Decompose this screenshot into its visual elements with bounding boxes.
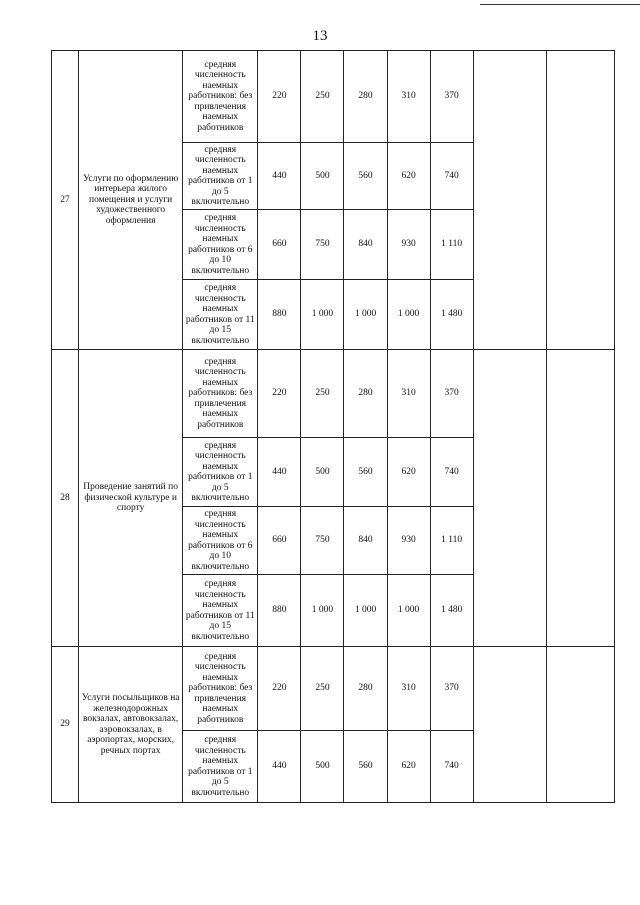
value-cell: 280 bbox=[344, 350, 387, 438]
value-cell: 560 bbox=[344, 438, 387, 507]
value-cell: 280 bbox=[344, 647, 387, 731]
value-cell: 750 bbox=[301, 507, 344, 575]
value-cell: 880 bbox=[258, 575, 301, 647]
empty-cell bbox=[473, 51, 546, 350]
value-cell: 740 bbox=[430, 438, 473, 507]
table-row bbox=[52, 51, 615, 143]
value-cell: 620 bbox=[387, 438, 430, 507]
employee-category: средняя численность наемных работников: без привлечения наемных работников bbox=[183, 51, 258, 143]
value-cell: 560 bbox=[344, 731, 387, 803]
value-cell: 250 bbox=[301, 51, 344, 143]
value-cell: 750 bbox=[301, 210, 344, 280]
value-cell: 930 bbox=[387, 507, 430, 575]
table-row bbox=[52, 647, 615, 731]
value-cell: 500 bbox=[301, 143, 344, 210]
row-number: 29 bbox=[52, 647, 79, 803]
employee-category: средняя численность наемных работников от 6 до 10 включительно bbox=[183, 507, 258, 575]
top-rule bbox=[480, 4, 640, 5]
value-cell: 500 bbox=[301, 731, 344, 803]
employee-category: средняя численность наемных работников от 11 до 15 включительно bbox=[183, 280, 258, 350]
table-body bbox=[52, 51, 615, 803]
page-number: 13 bbox=[312, 28, 328, 44]
value-cell: 740 bbox=[430, 143, 473, 210]
value-cell: 220 bbox=[258, 350, 301, 438]
service-name: Услуги посыльщиков на железнодорожных вокзалах, автовокзалах, аэровокзалах, в аэропортах, морских, речных портах bbox=[79, 647, 183, 803]
employee-category: средняя численность наемных работников от 1 до 5 включительно bbox=[183, 143, 258, 210]
value-cell: 880 bbox=[258, 280, 301, 350]
value-cell: 1 000 bbox=[344, 280, 387, 350]
value-cell: 220 bbox=[258, 51, 301, 143]
value-cell: 370 bbox=[430, 647, 473, 731]
value-cell: 930 bbox=[387, 210, 430, 280]
value-cell: 220 bbox=[258, 647, 301, 731]
value-cell: 440 bbox=[258, 438, 301, 507]
tariff-table bbox=[51, 50, 615, 803]
value-cell: 560 bbox=[344, 143, 387, 210]
value-cell: 840 bbox=[344, 210, 387, 280]
value-cell: 500 bbox=[301, 438, 344, 507]
row-number: 27 bbox=[52, 51, 79, 350]
value-cell: 440 bbox=[258, 731, 301, 803]
employee-category: средняя численность наемных работников от 1 до 5 включительно bbox=[183, 731, 258, 803]
value-cell: 370 bbox=[430, 350, 473, 438]
value-cell: 250 bbox=[301, 350, 344, 438]
value-cell: 620 bbox=[387, 143, 430, 210]
value-cell: 1 110 bbox=[430, 210, 473, 280]
employee-category: средняя численность наемных работников: без привлечения наемных работников bbox=[183, 350, 258, 438]
service-name: Услуги по оформлению интерьера жилого помещения и услуги художественного оформления bbox=[79, 51, 183, 350]
value-cell: 1 000 bbox=[387, 575, 430, 647]
value-cell: 310 bbox=[387, 350, 430, 438]
empty-cell bbox=[546, 51, 614, 350]
employee-category: средняя численность наемных работников от 11 до 15 включительно bbox=[183, 575, 258, 647]
value-cell: 440 bbox=[258, 143, 301, 210]
empty-cell bbox=[473, 647, 546, 803]
value-cell: 620 bbox=[387, 731, 430, 803]
table-row bbox=[52, 350, 615, 438]
value-cell: 250 bbox=[301, 647, 344, 731]
empty-cell bbox=[546, 350, 614, 647]
row-number: 28 bbox=[52, 350, 79, 647]
empty-cell bbox=[546, 647, 614, 803]
value-cell: 1 480 bbox=[430, 575, 473, 647]
value-cell: 1 000 bbox=[387, 280, 430, 350]
value-cell: 310 bbox=[387, 647, 430, 731]
value-cell: 1 000 bbox=[301, 280, 344, 350]
value-cell: 1 000 bbox=[301, 575, 344, 647]
service-name: Проведение занятий по физической культуре и спорту bbox=[79, 350, 183, 647]
value-cell: 660 bbox=[258, 210, 301, 280]
employee-category: средняя численность наемных работников от 6 до 10 включительно bbox=[183, 210, 258, 280]
value-cell: 280 bbox=[344, 51, 387, 143]
value-cell: 1 000 bbox=[344, 575, 387, 647]
value-cell: 1 110 bbox=[430, 507, 473, 575]
employee-category: средняя численность наемных работников: без привлечения наемных работников bbox=[183, 647, 258, 731]
value-cell: 740 bbox=[430, 731, 473, 803]
empty-cell bbox=[473, 350, 546, 647]
value-cell: 310 bbox=[387, 51, 430, 143]
value-cell: 1 480 bbox=[430, 280, 473, 350]
employee-category: средняя численность наемных работников от 1 до 5 включительно bbox=[183, 438, 258, 507]
value-cell: 370 bbox=[430, 51, 473, 143]
value-cell: 660 bbox=[258, 507, 301, 575]
value-cell: 840 bbox=[344, 507, 387, 575]
